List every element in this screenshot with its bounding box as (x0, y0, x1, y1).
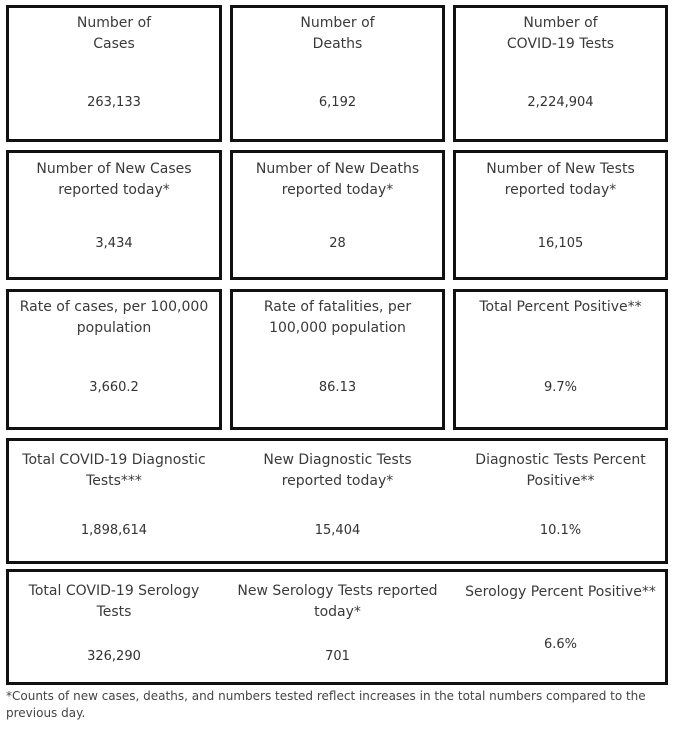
metric-label: Number of Cases (76, 15, 152, 52)
percent-positive-metric (453, 289, 668, 430)
new-deaths-metric (230, 150, 445, 280)
metric-value: 6.6% (543, 637, 578, 652)
serology-new-metric (230, 569, 445, 685)
metric-label: Number of Deaths (300, 15, 375, 52)
metric-value: 6,192 (318, 95, 357, 110)
metric-value: 9.7% (543, 380, 578, 395)
metric-label: Number of New Tests reported today* (486, 161, 635, 198)
metric-label: Number of New Deaths reported today* (255, 161, 420, 198)
diagnostic-percent-metric (453, 438, 668, 564)
diagnostic-new-metric (230, 438, 445, 564)
metric-label: Diagnostic Tests Percent Positive** (475, 452, 646, 489)
metric-value: 28 (329, 236, 346, 251)
metric-value: 2,224,904 (527, 95, 594, 110)
metric-label: Total Percent Positive** (479, 299, 642, 315)
metric-label: Total COVID-19 Diagnostic Tests*** (22, 452, 206, 489)
metric-label: Number of COVID-19 Tests (506, 15, 615, 52)
metric-label: Rate of cases, per 100,000 population (19, 299, 209, 336)
metric-value: 1,898,614 (80, 523, 148, 538)
metric-label: Number of New Cases reported today* (36, 161, 192, 198)
metric-value: 86.13 (318, 380, 357, 395)
metric-value: 15,404 (314, 523, 361, 538)
metric-value: 3,434 (95, 236, 133, 251)
metric-label: New Diagnostic Tests reported today* (263, 452, 412, 489)
metric-value: 16,105 (537, 236, 584, 251)
cases-metric (6, 5, 222, 142)
metric-value: 3,660.2 (89, 380, 139, 395)
metric-value: 326,290 (87, 649, 141, 664)
serology-total-metric (6, 569, 222, 685)
metric-label: Rate of fatalities, per 100,000 population (263, 299, 412, 336)
metric-label: New Serology Tests reported today* (237, 583, 438, 620)
deaths-metric (230, 5, 445, 142)
case-rate-metric (6, 289, 222, 430)
footnote: *Counts of new cases, deaths, and numbers tested reflect increases in the total numbers compared to the previous day. (6, 689, 646, 720)
metric-value: 10.1% (539, 523, 582, 538)
diagnostic-total-metric (6, 438, 222, 564)
metric-label: Total COVID-19 Serology Tests (28, 583, 200, 620)
new-tests-metric (453, 150, 668, 280)
metric-value: 701 (325, 649, 350, 664)
serology-percent-metric (453, 569, 668, 685)
fatality-rate-metric (230, 289, 445, 430)
metric-label: Serology Percent Positive** (465, 584, 656, 600)
new-cases-metric (6, 150, 222, 280)
tests-metric (453, 5, 668, 142)
metric-value: 263,133 (87, 95, 141, 110)
